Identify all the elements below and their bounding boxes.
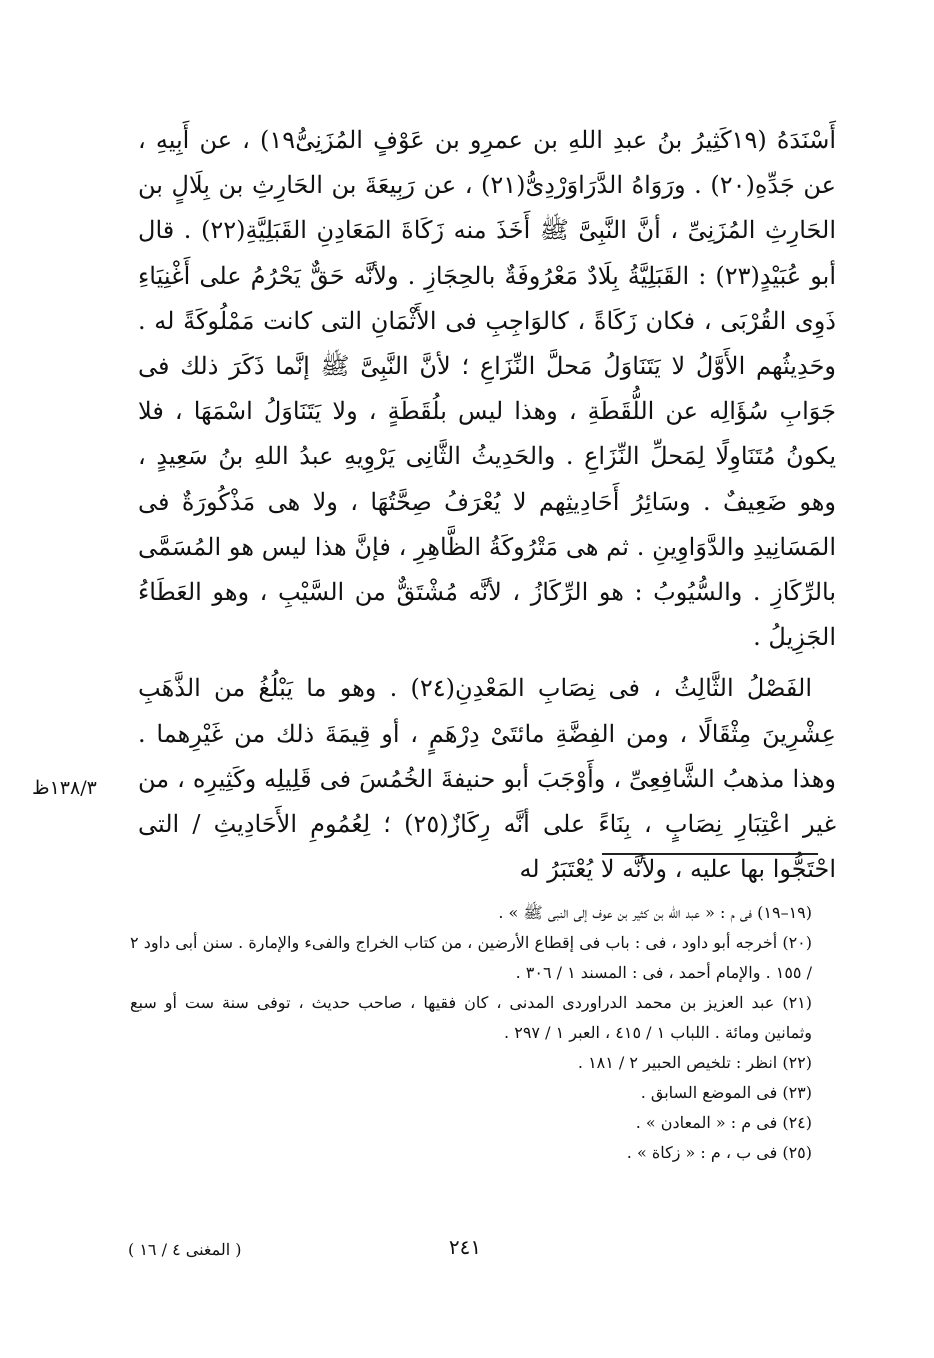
page-number: ٢٤١ — [448, 1235, 482, 1259]
footnote-21: (٢١) عبد العزيز بن محمد الدراوردى المدنى ، كان فقيها ، صاحب حديث ، توفى سنة ست أو سبع وثمانين ومائة . اللباب ١ / ٤١٥ ، العبر ١ / ٢٩٧ . — [130, 993, 813, 1042]
footnote-22: (٢٢) انظر : تلخيص الحبير ٢ / ١٨١ . — [577, 1053, 812, 1072]
footnote-25: (٢٥) فى ب ، م : « زكاة » . — [626, 1143, 812, 1162]
footnote-20: (٢٠) أخرجه أبو داود ، فى : باب فى إقطاع الأرضين ، من كتاب الخراج والفىء والإمارة . سنن أبى داود ٢ / ١٥٥ . والإمام أحمد ، فى : المسند ١ / ٣٠٦ . — [130, 933, 812, 982]
margin-reference: ١٣٨/٣ظ — [32, 777, 97, 799]
main-paragraph-1: أَسْنَدَهُ (١٩كَثِيرُ بنُ عبدِ اللهِ بن عمرِو بن عَوْفٍ المُزَنِىُّ١٩) ، عن أَبِيهِ ، عن جَدِّهِ(٢٠) . ورَوَاهُ الدَّرَاوَرْدِىُّ(٢١) ، عن رَبِيعَةَ بن الحَارِثِ بن بِلَالٍ بن الحَارِثِ المُزَنِىِّ ، أنَّ النَّبِىَّ ﷺ أَخَذَ منه زَكَاةَ المَعَادِنِ القَبَلِيَّةِ(٢٢) . قال أبو عُبَيْدٍ(٢٣) : القَبَلِيَّةُ بِلَادٌ مَعْرُوفَةٌ بالحِجَازِ . ولأنَّه حَقٌّ يَحْرُمُ على أَغْنِيَاءِ ذَوِى القُرْبَى ، فكان زَكَاةً ، كالوَاجِبِ فى الأَثْمَانِ التى كانت مَمْلُوكَةً له . وحَدِيثُهم الأَوَّلُ لا يَتَنَاوَلُ مَحلَّ النِّزَاعِ ؛ لأنَّ النَّبِىَّ ﷺ إنَّما ذَكَرَ ذلك فى جَوَابِ سُؤَالِه عن اللُّقَطَةِ ، وهذا ليس بلُقَطَةٍ ، ولا يَتَنَاوَلُ اسْمَهَا ، فلا يكونُ مُتَنَاوِلًا لِمَحلِّ النِّزَاعِ . والحَدِيثُ الثَّانِى يَرْوِيهِ عبدُ اللهِ بنُ سَعِيدٍ ، وهو ضَعِيفٌ . وسَائِرُ أَحَادِيثِهم لا يُعْرَفُ صِحَّتُهَا ، ولا هى مَذْكُورَةٌ فى المَسَانِيدِ والدَّوَاوِينِ . ثم هى مَتْرُوكَةُ الظَّاهِرِ ، فإنَّ هذا ليس هو المُسَمَّى بالرِّكَازِ . والسُّيُوبُ : هو الرِّكَازُ ، لأنَّه مُشْتَقٌّ من السَّيْبِ ، وهو العَطَاءُ الجَزِيلُ . — [138, 126, 837, 652]
footnote-23: (٢٣) فى الموضع السابق . — [640, 1083, 812, 1102]
main-text — [138, 118, 836, 892]
volume-signature: ( المغنى ٤ / ١٦ ) — [128, 1240, 242, 1259]
main-paragraph-2: الفَصْلُ الثَّالِثُ ، فى نِصَابِ المَعْدِنِ(٢٤) . وهو ما يَبْلُغُ من الذَّهَبِ عِشْرِينَ مِثْقَالًا ، ومن الفِضَّةِ مائتَىْ دِرْهَمٍ ، أو قِيمَةَ ذلك من غَيْرِهما . وهذا مذهبُ الشَّافِعِىِّ ، وأَوْجَبَ أبو حنيفةَ الخُمُسَ فى قَلِيلِه وكَثِيرِه ، من غير اعْتِبَارِ نِصَابٍ ، بِنَاءً على أنَّه رِكَازٌ(٢٥) ؛ لِعُمُومِ الأَحَادِيثِ / التى احْتَجُّوا بها عليه ، ولأنَّه لا يُعْتَبَرُ له — [138, 674, 836, 884]
footnote-19: (١٩–١٩) فى م : « عبد الله بن كثير بن عوف إلى النبى ﷺ » . — [498, 903, 812, 922]
footnotes — [130, 898, 812, 1168]
footnote-separator — [602, 853, 818, 855]
footnote-24: (٢٤) فى م : « المعادن » . — [635, 1113, 812, 1132]
